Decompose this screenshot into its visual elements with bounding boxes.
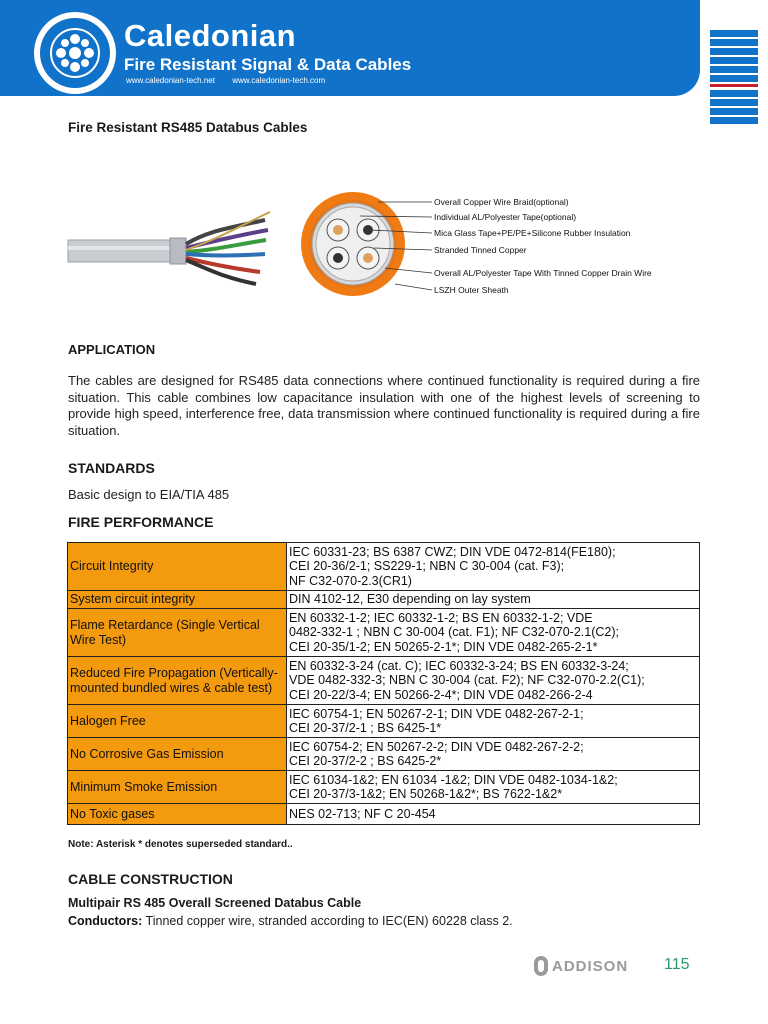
table-row [68,705,700,738]
property-cell: Reduced Fire Propagation (Vertically-mounted bundled wires & cable test) [68,657,287,705]
figure-label: Mica Glass Tape+PE/PE+Silicone Rubber Insulation [434,228,631,238]
standards-cell: IEC 60331-23; BS 6387 CWZ; DIN VDE 0472-814(FE180); CEI 20-36/2-1; SS229-1; NBN C 30-004 (cat. F3); NF C32-070-2.3(CR1) [287,543,700,591]
url-com[interactable]: www.caledonian-tech.com [232,76,326,85]
application-text: The cables are designed for RS485 data connections where continued functionality is required during a fire situation. This cable combines low capacitance insulation with one of the highest levels of screening to provide high speed, interference free, data transmission where continued functionality is required during a fire situation. [68,373,700,438]
header-banner [0,0,700,96]
standards-cell: NES 02-713; NF C 20-454 [287,804,700,825]
property-cell: Minimum Smoke Emission [68,771,287,804]
construction-heading: CABLE CONSTRUCTION [68,871,233,887]
section-tab [710,66,758,73]
figure-label: Overall Copper Wire Braid(optional) [434,197,569,207]
figure-label: LSZH Outer Sheath [434,285,509,295]
table-row [68,591,700,609]
table-row [68,738,700,771]
conductors-text: Tinned copper wire, stranded according to IEC(EN) 60228 class 2. [142,914,513,928]
property-cell: System circuit integrity [68,591,287,609]
section-tab [710,39,758,46]
property-cell: Flame Retardance (Single Vertical Wire Test) [68,609,287,657]
construction-subheading: Multipair RS 485 Overall Screened Databus Cable [68,896,362,910]
cable-side-view-image [68,212,270,284]
url-net[interactable]: www.caledonian-tech.net [126,76,215,85]
conductors-line [68,914,513,928]
standards-cell: IEC 60754-1; EN 50267-2-1; DIN VDE 0482-267-2-1; CEI 20-37/2-1 ; BS 6425-1* [287,705,700,738]
property-cell: Circuit Integrity [68,543,287,591]
table-row [68,771,700,804]
standards-cell: EN 60332-3-24 (cat. C); IEC 60332-3-24; BS EN 60332-3-24; VDE 0482-332-3; NBN C 30-004 (cat. F2); NF C32-070-2.2(C1); CEI 20-22/3-4; EN 50266-2-4*; DIN VDE 0482-266-2-4 [287,657,700,705]
application-heading: APPLICATION [68,342,156,357]
addison-logo [534,956,628,976]
brand-title: Caledonian [124,18,297,53]
brand-urls [126,76,339,85]
section-tab [710,48,758,55]
section-tab [710,57,758,64]
table-row [68,543,700,591]
standards-cell: IEC 60754-2; EN 50267-2-2; DIN VDE 0482-267-2-2; CEI 20-37/2-2 ; BS 6425-2* [287,738,700,771]
property-cell: Halogen Free [68,705,287,738]
superseded-note: Note: Asterisk * denotes superseded standard.. [68,839,293,850]
section-tab [710,117,758,124]
section-tab [710,99,758,106]
cable-cross-section [301,192,405,296]
fire-performance-table [67,542,700,825]
fire-performance-heading: FIRE PERFORMANCE [68,514,214,530]
standards-text: Basic design to EIA/TIA 485 [68,487,230,502]
section-tab [710,90,758,97]
page-number: 115 [664,956,690,973]
standards-cell: DIN 4102-12, E30 depending on lay system [287,591,700,609]
standards-cell: EN 60332-1-2; IEC 60332-1-2; BS EN 60332-1-2; VDE 0482-332-1 ; NBN C 30-004 (cat. F1); NF C32-070-2.1(C2); CEI 20-35/1-2; EN 50265-2-1*; DIN VDE 0482-265-2-1* [287,609,700,657]
cable-illustration [60,180,700,310]
property-cell: No Toxic gases [68,804,287,825]
standards-heading: STANDARDS [68,460,155,476]
section-tab [710,75,758,82]
caledonian-logo [34,12,116,94]
conductors-label: Conductors: [68,914,143,928]
table-row [68,609,700,657]
table-row [68,657,700,705]
table-row [68,804,700,825]
section-tab [710,108,758,115]
addison-wordmark: ADDISON [552,957,629,975]
section-tab-active [710,84,758,87]
brand-subtitle: Fire Resistant Signal & Data Cables [124,55,412,74]
figure-label: Individual AL/Polyester Tape(optional) [434,212,577,222]
figure-label: Overall AL/Polyester Tape With Tinned Copper Drain Wire [434,268,652,278]
figure-label: Stranded Tinned Copper [434,245,527,255]
page-title: Fire Resistant RS485 Databus Cables [68,120,308,135]
addison-mark-icon [534,956,548,976]
standards-cell: IEC 61034-1&2; EN 61034 -1&2; DIN VDE 0482-1034-1&2; CEI 20-37/3-1&2; EN 50268-1&2*; BS 7622-1&2* [287,771,700,804]
section-tab-stack [710,30,758,126]
property-cell: No Corrosive Gas Emission [68,738,287,771]
section-tab [710,30,758,37]
